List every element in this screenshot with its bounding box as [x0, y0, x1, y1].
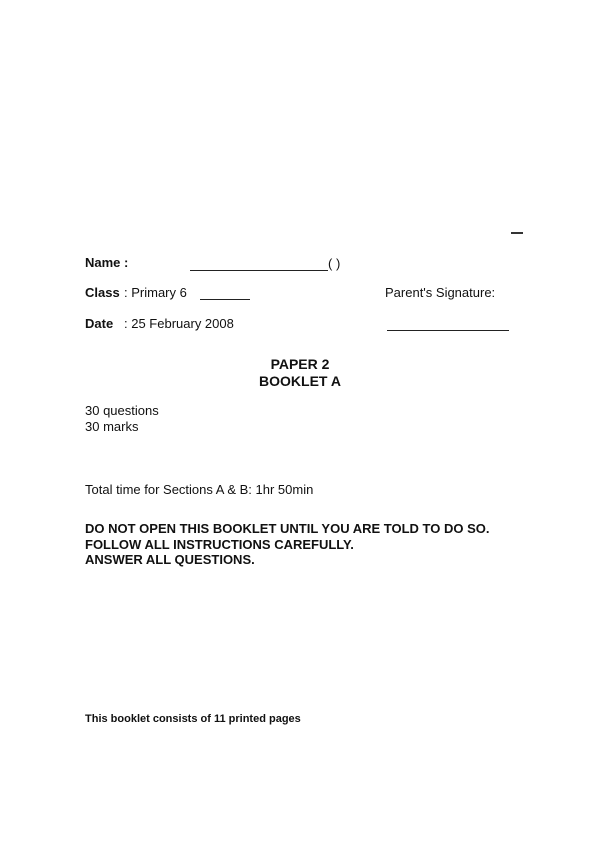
scan-mark	[511, 232, 523, 234]
instruction-line: ANSWER ALL QUESTIONS.	[85, 552, 255, 567]
instruction-line: DO NOT OPEN THIS BOOKLET UNTIL YOU ARE TOLD TO DO SO.	[85, 521, 490, 536]
date-label: Date	[85, 316, 114, 331]
register-number-bracket: ( )	[328, 256, 341, 271]
name-line[interactable]	[190, 270, 328, 271]
class-value: : Primary 6	[124, 285, 187, 300]
paper-title: PAPER 2	[270, 356, 330, 372]
date-value: : 25 February 2008	[124, 316, 234, 331]
pages-note: This booklet consists of 11 printed pages	[85, 713, 301, 725]
class-line[interactable]	[200, 299, 250, 300]
marks-count: 30 marks	[85, 419, 139, 434]
instruction-line: FOLLOW ALL INSTRUCTIONS CAREFULLY.	[85, 537, 354, 552]
parent-signature-line[interactable]	[387, 330, 509, 331]
questions-count: 30 questions	[85, 403, 159, 418]
class-label: Class	[85, 285, 120, 300]
name-label: Name :	[85, 255, 129, 270]
parent-signature-label: Parent's Signature:	[385, 285, 496, 300]
total-time: Total time for Sections A & B: 1hr 50min	[85, 482, 314, 497]
booklet-title: BOOKLET A	[259, 373, 341, 389]
